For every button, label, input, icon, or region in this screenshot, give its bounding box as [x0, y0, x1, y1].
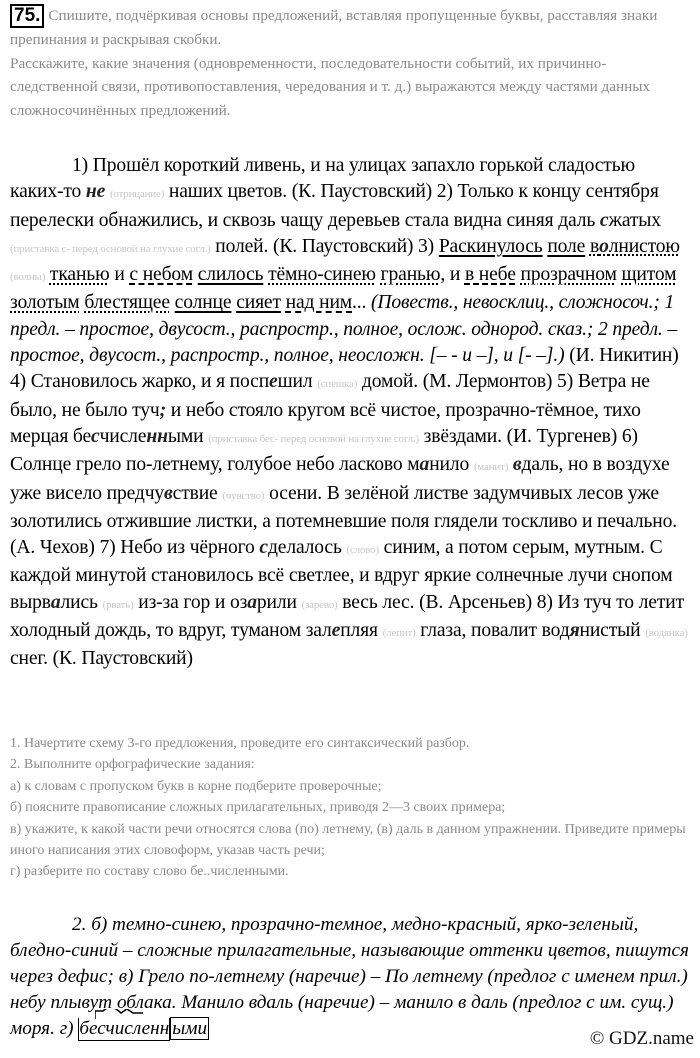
inserted-letter: а	[247, 591, 257, 613]
text-fragment: , и	[440, 264, 465, 286]
inserted-letter: е	[269, 371, 278, 393]
text-fragment: лнистою	[608, 235, 680, 257]
adverbial-word: над ним	[285, 292, 353, 314]
inserted-letter: а	[419, 454, 430, 476]
inserted-letter: нн	[146, 425, 168, 447]
text-fragment: из-за гор и оз	[133, 591, 248, 613]
modifier-word: блестящее	[84, 292, 170, 314]
spelling-hint: (приставка бес- перед основой на глухие согл.)	[208, 432, 419, 445]
question-1: 1. Начертите схему 3-го предложения, проведите его синтаксический разбор.	[10, 736, 470, 751]
text-fragment: синим, а потом серым, мутным. С каждой минутой становилось всё светлее, и вдруг яркие солнечные лучи снопом вырв	[10, 537, 673, 613]
inserted-letter: в	[164, 482, 173, 504]
inserted-letter: е	[331, 620, 341, 642]
question-2a: а) к словам с пропуском букв в корне подберите проверочные;	[10, 778, 382, 794]
syntax-analysis: (Повеств., невосклиц., сложносоч.; 1 предл. – простое, двусост., распростр., полное, ослож. однород. сказ.; 2 предл. – простое, двусост., распростр., полное, неосложн. [– - и –], и [- –].)	[10, 292, 678, 367]
spelling-hint: (спешка)	[317, 378, 358, 391]
instructions-part-2: Расскажите, какие значения (одновременности, последовательности событий, их причинно-следственной связи, противопоставления, чередования и т. д.) выражаются между частями данных сложносочинённых предложений.	[10, 54, 651, 119]
sentence-number: 3)	[418, 235, 439, 257]
subject-word: солнце	[174, 292, 232, 314]
modifier-word: прозрачном	[520, 264, 617, 286]
spelling-hint: (манит)	[473, 461, 509, 474]
text-fragment: ствие	[172, 482, 218, 504]
spelling-hint: (водянка)	[645, 627, 688, 640]
text-fragment: глаза, повалит вод	[415, 620, 570, 642]
spelling-hint: (рвать)	[102, 598, 134, 611]
text-fragment: и небо стояло кругом всё чистое, прозрачно-тёмное, тихо мерцая бе	[10, 399, 641, 447]
inserted-letter: с	[259, 537, 268, 559]
text-fragment: нистый	[579, 620, 641, 642]
exercise-number: 75.	[10, 4, 44, 28]
word-stem: бесчисленн	[79, 1018, 170, 1039]
spelling-hint: (волны)	[10, 271, 46, 284]
question-2c: в) укажите, к какой части речи относятся слова (по) летнему, (в) даль в данном упражнении. Приведите примеры иного написания этих словоформ, указав часть речи;	[10, 821, 686, 859]
question-2: 2. Выполните орфографические задания:	[10, 757, 255, 773]
text-fragment: и	[109, 264, 130, 286]
modifier-word: тканью	[49, 264, 110, 286]
modifier-word: золотым	[10, 292, 80, 314]
inserted-letter: о	[599, 235, 609, 257]
spelling-hint: (чувство)	[222, 489, 265, 502]
spelling-hint: (зарево)	[301, 598, 338, 611]
text-fragment: в	[589, 235, 600, 257]
morphemic-analysis	[78, 1016, 209, 1042]
text-fragment: делалось	[267, 537, 342, 559]
text-fragment: ыми	[167, 425, 204, 447]
inserted-letter: с	[599, 209, 609, 231]
text-fragment: пляя	[340, 620, 378, 642]
predicate-word: слилось	[197, 264, 264, 286]
inserted-letter: а	[50, 591, 61, 613]
inserted-letter: в	[512, 454, 522, 476]
spelling-hint: (лепит)	[382, 627, 416, 640]
question-2d: г) разберите по составу слово бе..численными.	[10, 864, 289, 880]
question-2b: б) поясните правописание сложных прилагательных, приводя 2—3 своих примера;	[10, 800, 506, 816]
word-ending: ыми	[172, 1018, 208, 1039]
predicate-word: сияет	[236, 292, 281, 314]
text-fragment: нило	[429, 454, 470, 476]
spelling-hint: (отрицание)	[109, 188, 165, 201]
text-fragment: даль, но в воздухе уже висело предчу	[10, 454, 670, 504]
copyright-label: © GDZ.name	[589, 1028, 694, 1049]
spelling-hint: (слово)	[346, 544, 379, 557]
answer-block	[10, 912, 690, 1042]
text-fragment: числе	[99, 425, 147, 447]
text-fragment: ...	[352, 292, 367, 314]
text-fragment: домой. (М. Лермонтов) 5) Ветра не было, не было туч	[10, 371, 650, 421]
inserted-letter: не	[85, 181, 106, 203]
text-fragment: полей. (К. Паустовский)	[210, 235, 414, 257]
modifier-word: щитом	[621, 264, 677, 286]
inserted-punctuation: ;	[159, 399, 166, 421]
text-fragment: (И. Никитин) 4) Становилось жарко, и я посп	[10, 345, 679, 393]
exercise-questions	[10, 733, 690, 883]
modifier-word: тёмно-синею	[268, 264, 376, 286]
root-arc-icon	[95, 1009, 143, 1019]
text-fragment: весь лес. (В. Арсеньев) 8) Из туч то летит холодный дождь, то вдруг, туманом зал	[10, 591, 684, 642]
modifier-word: гранью	[380, 264, 441, 286]
exercise-instructions	[10, 4, 690, 122]
text-fragment: лись	[60, 591, 98, 613]
text-fragment: жатых	[608, 209, 661, 231]
adverbial-word: в небе	[464, 264, 516, 286]
instructions-part-1: Спишите, подчёркивая основы предложений, вставляя пропущенные буквы, расставляя знаки препинания и раскрывая скобки.	[10, 7, 658, 48]
text-fragment: снег. (К. Паустовский)	[10, 648, 193, 670]
text-fragment: звёздами. (И. Тургенев) 6) Солнце грело по-летнему, голубое небо ласково м	[10, 425, 638, 476]
subject-word: поле	[547, 235, 586, 257]
text-fragment: рили	[256, 591, 297, 613]
predicate-word: Раскинулось	[438, 235, 543, 257]
answer-text: 2. б) темно-синею, прозрачно-темное, медно-красный, ярко-зеленый, бледно-синий – сложные прилагательные, называющие оттенки цветов, пишутся через дефис; в) Грело по-летнему (наречие) – По летнему (предлог с именем прил.) небу плывут облака. Манило вдаль (наречие) – манило в даль (предлог с им. сущ.) моря. г)	[10, 914, 689, 1039]
text-fragment: 1) Прошёл короткий ливень, и на улицах запахло горькой сладостью каких-то	[10, 155, 635, 203]
text-fragment: наших цветов. (К. Паустовский) 2) Только к концу сентября перелески обнажились, и сквозь чащу деревьев стала видна синяя даль	[10, 181, 659, 231]
spelling-hint: (приставка с- перед основой на глухие согл.)	[10, 242, 211, 255]
text-fragment: осени. В зелёной листве задумчивых лесов уже золотились отжившие листки, а потемневшие поля глядели тоскливо и печально. (А. Чехов) 7) Небо из чёрного	[10, 482, 678, 559]
inserted-letter: с	[91, 425, 100, 447]
inserted-letter: я	[569, 620, 580, 642]
exercise-text	[10, 153, 690, 673]
text-fragment: шил	[277, 371, 313, 393]
object-word: с небом	[129, 264, 193, 286]
